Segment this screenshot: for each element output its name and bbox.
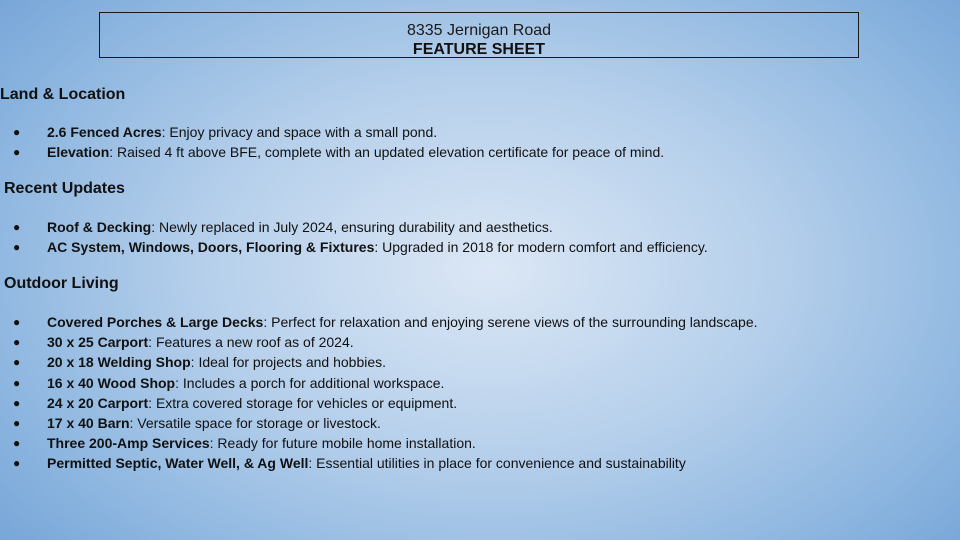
section-heading: Recent Updates <box>4 180 125 197</box>
feature-description: : Raised 4 ft above BFE, complete with an updated elevation certificate for peace of mind. <box>109 144 665 161</box>
feature-description: : Extra covered storage for vehicles or equipment. <box>148 394 458 411</box>
feature-description: : Ready for future mobile home installation. <box>209 435 476 452</box>
bullet-list <box>13 312 758 474</box>
feature-term: Covered Porches & Large Decks <box>47 314 264 330</box>
bullet-icon: ● <box>13 335 21 350</box>
list-item <box>13 237 708 257</box>
feature-description: : Ideal for projects and hobbies. <box>190 354 387 371</box>
feature-description: : Newly replaced in July 2024, ensuring durability and aesthetics. <box>151 219 553 235</box>
list-item <box>13 393 758 413</box>
feature-description: : Perfect for relaxation and enjoying serene views of the surrounding landscape. <box>263 314 758 330</box>
feature-term: Permitted Septic, Water Well, & Ag Well <box>47 455 309 472</box>
feature-term: 17 x 40 Barn <box>47 414 130 431</box>
bullet-icon: ● <box>13 240 21 255</box>
list-item <box>13 373 758 393</box>
feature-term: 30 x 25 Carport <box>47 334 149 351</box>
bullet-icon: ● <box>13 436 21 451</box>
section-heading: Land & Location <box>0 86 126 103</box>
list-item <box>13 217 708 237</box>
property-address: 8335 Jernigan Road <box>406 22 552 39</box>
bullet-icon: ● <box>13 456 21 471</box>
feature-description: : Includes a porch for additional workspace. <box>175 374 445 391</box>
feature-term: 2.6 Fenced Acres <box>47 124 162 140</box>
bullet-icon: ● <box>13 375 21 390</box>
feature-term: 24 x 20 Carport <box>47 394 149 411</box>
list-item <box>13 122 664 142</box>
bullet-icon: ● <box>13 315 21 329</box>
bullet-icon: ● <box>13 125 21 139</box>
feature-term: Roof & Decking <box>47 219 152 235</box>
list-item <box>13 352 758 372</box>
list-item <box>13 453 758 473</box>
bullet-icon: ● <box>13 145 21 160</box>
feature-term: Elevation <box>47 144 110 161</box>
feature-description: : Essential utilities in place for convenience and sustainability <box>308 455 686 472</box>
page-title: FEATURE SHEET <box>412 41 546 58</box>
feature-description: : Features a new roof as of 2024. <box>148 334 354 351</box>
feature-description: : Enjoy privacy and space with a small pond. <box>161 124 438 140</box>
feature-term: 20 x 18 Welding Shop <box>47 354 191 371</box>
list-item <box>13 413 758 433</box>
bullet-icon: ● <box>13 395 21 410</box>
list-item <box>13 433 758 453</box>
bullet-list <box>13 217 708 257</box>
feature-term: Three 200-Amp Services <box>47 435 210 452</box>
feature-term: 16 x 40 Wood Shop <box>47 374 176 391</box>
feature-description: : Upgraded in 2018 for modern comfort and efficiency. <box>374 239 708 256</box>
feature-term: AC System, Windows, Doors, Flooring & Fixtures <box>47 239 375 256</box>
bullet-list <box>13 122 665 162</box>
bullet-icon: ● <box>13 355 21 370</box>
bullet-icon: ● <box>13 415 21 430</box>
list-item <box>13 142 665 162</box>
list-item <box>13 332 758 352</box>
list-item <box>13 312 758 332</box>
section-heading: Outdoor Living <box>4 275 119 292</box>
bullet-icon: ● <box>13 220 21 234</box>
title-box <box>99 12 859 58</box>
feature-description: : Versatile space for storage or livestock. <box>129 414 381 431</box>
